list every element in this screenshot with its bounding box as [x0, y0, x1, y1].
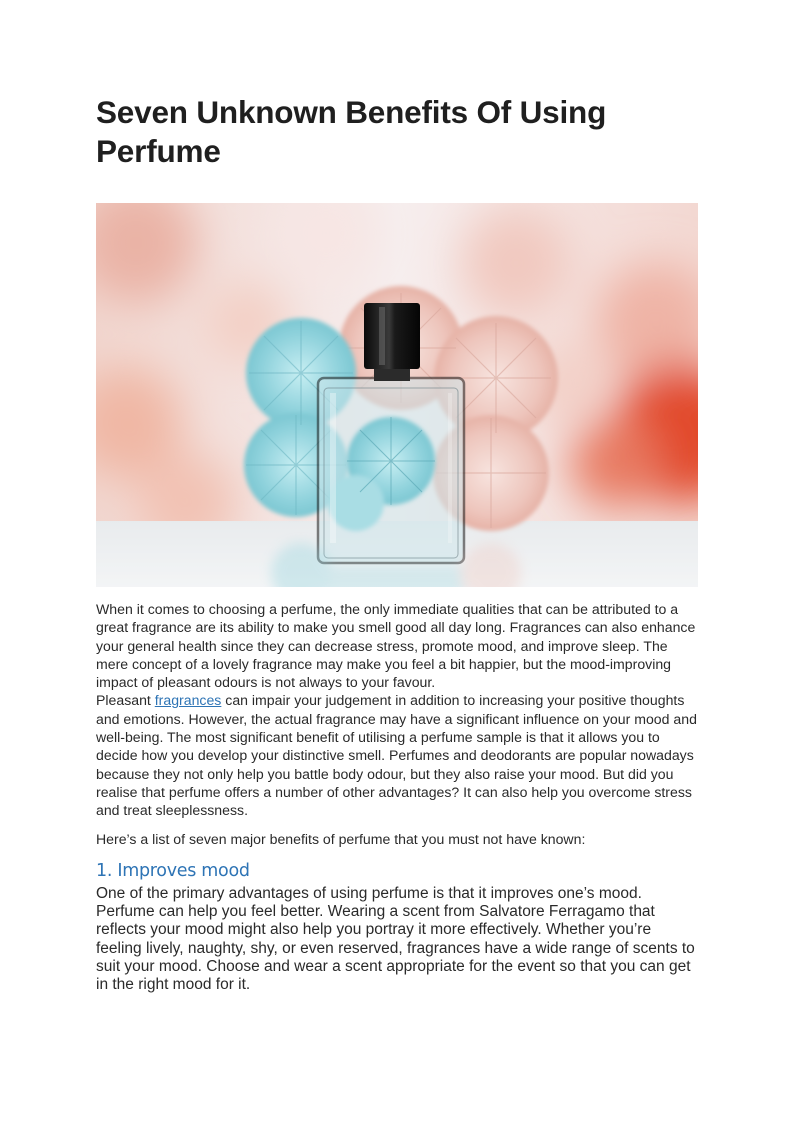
section-body-improves-mood: One of the primary advantages of using perfume is that it improves one’s mood. Perfume can help you feel better. Wearing a scent from Salvatore Ferragamo that reflects your mood might also help you portray it more effectively. Whether you’re feeling lively, naughty, shy, or even reserved, fragrances have a wide range of scents to suit your mood. Choose and wear a scent appropriate for the event so that you can get in the right mood for it. — [96, 885, 695, 994]
article-title: Seven Unknown Benefits Of Using Perfume — [96, 94, 607, 169]
fragrances-link[interactable]: fragrances — [154, 692, 222, 709]
section-heading-improves-mood: 1. Improves mood — [96, 861, 250, 881]
second-paragraph-lead: Pleasant — [96, 692, 155, 709]
intro-text: When it comes to choosing a perfume, the only immediate qualities that can be attributed to a great fragrance are its ability to make you smell good all day long. Fragrances can also enhance your general health since they can decrease stress, promote mood, and improve sleep. The mere concept of a lovely fragrance may make you feel a bit happier, but the mood-improving impact of pleasant odours is not always to your favour. — [96, 601, 696, 691]
intro-paragraph — [96, 600, 698, 820]
list-intro-paragraph: Here’s a list of seven major benefits of perfume that you must not have known: — [96, 831, 586, 847]
second-paragraph-rest: can impair your judgement in addition to increasing your positive thoughts and emotions. However, the actual fragrance may have a significant influence on your mood and well-being. The most significant benefit of utilising a perfume sample is that it allows you to decide how you develop your distinctive smell. Perfumes and deodorants are popular nowadays because they not only help you battle body odour, but they also raise your mood. But did you realise that perfume offers a number of other advantages? It can also help you overcome stress and treat sleeplessness. — [96, 692, 697, 819]
perfume-bottle-image — [96, 203, 698, 587]
